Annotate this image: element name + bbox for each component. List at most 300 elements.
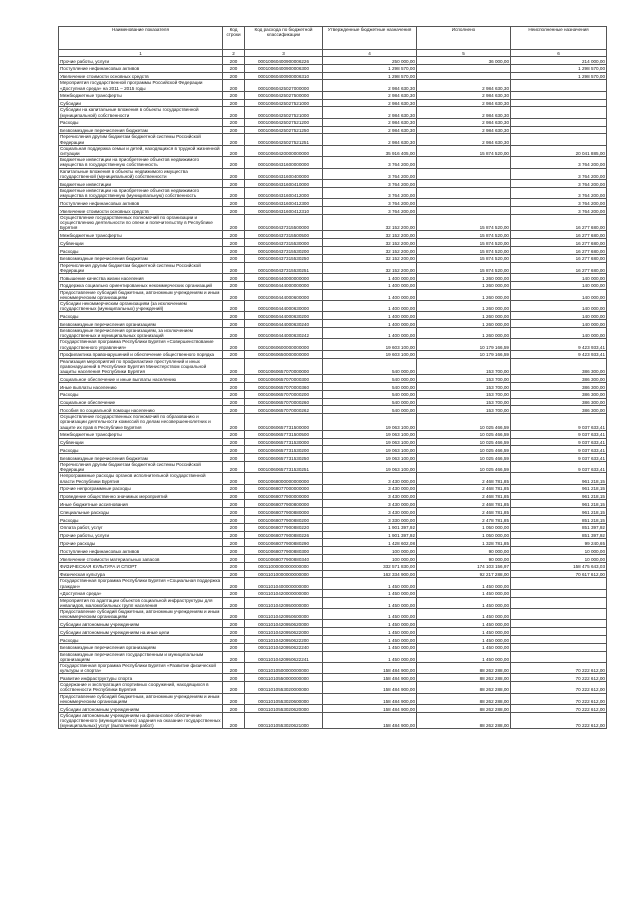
row-unexecuted: 961 218,15 — [511, 500, 607, 508]
row-line-code: 200 — [223, 597, 245, 608]
row-line-code: 200 — [223, 281, 245, 289]
row-executed: 1 260 000,00 — [417, 274, 511, 282]
row-unexecuted: 70 617 612,00 — [511, 570, 607, 578]
table-row — [59, 207, 607, 215]
table-row — [59, 134, 607, 145]
row-name: Безвозмездные перечисления организациям — [59, 320, 223, 328]
row-line-code: 200 — [223, 375, 245, 383]
row-name: Пособия по социальной помощи населению — [59, 406, 223, 414]
row-approved: 32 152 200,00 — [323, 254, 417, 262]
row-executed: 2 984 630,30 — [417, 118, 511, 126]
row-name: Безвозмездные перечисления бюджетам — [59, 454, 223, 462]
row-unexecuted — [511, 99, 607, 107]
row-approved: 3 764 200,00 — [323, 180, 417, 188]
table-row — [59, 339, 607, 350]
row-unexecuted — [511, 134, 607, 145]
row-unexecuted — [511, 651, 607, 662]
row-budget-code: 00010060425027521200 — [245, 118, 323, 126]
table-row — [59, 118, 607, 126]
row-approved: 19 063 100,00 — [323, 446, 417, 454]
table-row — [59, 406, 607, 414]
table-row — [59, 72, 607, 80]
row-budget-code: 00010060657070000300 — [245, 375, 323, 383]
row-executed: 10 025 466,59 — [417, 454, 511, 462]
row-budget-code: 00010060400900006226 — [245, 57, 323, 65]
row-unexecuted: 16 277 680,00 — [511, 247, 607, 255]
row-approved: 540 000,00 — [323, 398, 417, 406]
row-line-code: 200 — [223, 636, 245, 644]
row-name: Прочие работы, услуги — [59, 57, 223, 65]
row-unexecuted: 70 222 612,00 — [511, 682, 607, 693]
table-row — [59, 414, 607, 431]
row-line-code: 200 — [223, 358, 245, 375]
row-unexecuted — [511, 107, 607, 118]
row-unexecuted: 20 041 885,00 — [511, 145, 607, 156]
row-executed — [417, 187, 511, 198]
row-line-code: 200 — [223, 398, 245, 406]
row-unexecuted — [511, 589, 607, 597]
row-budget-code: 00010060657070000260 — [245, 398, 323, 406]
row-approved: 32 152 200,00 — [323, 239, 417, 247]
row-budget-code: 00010060657070000000 — [245, 358, 323, 375]
row-name: Капитальные вложения в объекты недвижимого имущества государственной (муниципальной) собственности — [59, 168, 223, 179]
table-row — [59, 168, 607, 179]
row-line-code: 200 — [223, 207, 245, 215]
row-name: Межбюджетные трансферты — [59, 430, 223, 438]
row-budget-code: 00010060400900006300 — [245, 64, 323, 72]
row-approved: 100 000,00 — [323, 555, 417, 563]
row-executed: 1 450 000,00 — [417, 620, 511, 628]
row-name: Расходы — [59, 390, 223, 398]
row-budget-code: 00010068077900880300 — [245, 547, 323, 555]
row-budget-code: 00011010553020000000 — [245, 682, 323, 693]
row-unexecuted: 16 277 680,00 — [511, 254, 607, 262]
row-unexecuted: 386 300,00 — [511, 406, 607, 414]
row-unexecuted: 851 218,15 — [511, 516, 607, 524]
row-unexecuted — [511, 91, 607, 99]
table-row — [59, 693, 607, 704]
row-approved: 2 984 630,30 — [323, 126, 417, 134]
row-name: Расходы — [59, 312, 223, 320]
row-approved: 3 430 000,00 — [323, 473, 417, 484]
row-line-code: 200 — [223, 99, 245, 107]
row-name: Субсидии автономным учреждениям на иные цели — [59, 628, 223, 636]
row-executed: 1 450 000,00 — [417, 578, 511, 589]
row-unexecuted: 16 277 680,00 — [511, 239, 607, 247]
row-approved: 1 400 000,00 — [323, 274, 417, 282]
row-approved: 19 063 100,00 — [323, 454, 417, 462]
row-budget-code: 00010060425027521251 — [245, 134, 323, 145]
row-budget-code: 00010060657070000262 — [245, 406, 323, 414]
row-approved: 540 000,00 — [323, 383, 417, 391]
row-name: Профилактика правонарушений и обеспечение общественного порядка — [59, 350, 223, 358]
row-approved: 2 984 630,30 — [323, 118, 417, 126]
row-budget-code: 00010060600000000000 — [245, 339, 323, 350]
header-executed: Исполнено — [417, 27, 511, 50]
budget-table — [58, 26, 607, 729]
table-row — [59, 390, 607, 398]
row-unexecuted: 99 240,65 — [511, 539, 607, 547]
row-name: Перечисления другим бюджетам бюджетной системы Российской Федерации — [59, 262, 223, 273]
table-row — [59, 539, 607, 547]
table-row — [59, 187, 607, 198]
row-unexecuted: 140 000,00 — [511, 320, 607, 328]
row-approved: 1 450 000,00 — [323, 636, 417, 644]
row-executed: 15 874 520,00 — [417, 254, 511, 262]
row-budget-code: 00010060400900006310 — [245, 72, 323, 80]
row-line-code: 200 — [223, 157, 245, 168]
row-executed: 2 984 630,30 — [417, 99, 511, 107]
row-approved: 158 484 900,00 — [323, 663, 417, 674]
table-row — [59, 570, 607, 578]
row-approved: 32 152 200,00 — [323, 262, 417, 273]
row-executed: 153 700,00 — [417, 358, 511, 375]
row-unexecuted: 386 300,00 — [511, 383, 607, 391]
row-executed: 88 262 288,00 — [417, 705, 511, 713]
row-approved: 1 450 000,00 — [323, 597, 417, 608]
col-number: 5 — [417, 50, 511, 57]
row-budget-code: 00010060657070000360 — [245, 383, 323, 391]
row-unexecuted: 851 397,92 — [511, 523, 607, 531]
row-name: Прочие работы, услуги — [59, 531, 223, 539]
table-row — [59, 454, 607, 462]
table-row — [59, 312, 607, 320]
table-row — [59, 281, 607, 289]
row-name: Предоставление субсидий бюджетным, автономным учреждениям и иным некоммерческим организациям — [59, 693, 223, 704]
row-executed: 10 179 166,59 — [417, 350, 511, 358]
row-budget-code: 00011010420950620000 — [245, 620, 323, 628]
row-line-code: 200 — [223, 118, 245, 126]
row-budget-code: 00011010420950622000 — [245, 628, 323, 636]
row-line-code: 200 — [223, 620, 245, 628]
row-budget-code: 00010068077900880226 — [245, 531, 323, 539]
row-executed: 92 217 288,00 — [417, 570, 511, 578]
row-unexecuted: 214 000,00 — [511, 57, 607, 65]
row-executed: 1 260 000,00 — [417, 289, 511, 300]
table-row — [59, 712, 607, 729]
row-budget-code: 00010060657731500500 — [245, 430, 323, 438]
row-executed: 15 874 520,00 — [417, 145, 511, 156]
table-row — [59, 262, 607, 273]
row-line-code: 200 — [223, 712, 245, 729]
row-name: Безвозмездные перечисления государственным и муниципальным организациям — [59, 651, 223, 662]
table-row — [59, 350, 607, 358]
row-budget-code: 00011010500000000000 — [245, 663, 323, 674]
row-name: Поддержка социально ориентированных некоммерческих организаций — [59, 281, 223, 289]
row-unexecuted: 70 222 612,00 — [511, 712, 607, 729]
row-unexecuted: 961 218,15 — [511, 473, 607, 484]
row-approved: 19 603 100,00 — [323, 350, 417, 358]
row-line-code: 200 — [223, 214, 245, 231]
row-approved: 32 152 200,00 — [323, 247, 417, 255]
table-row — [59, 674, 607, 682]
row-unexecuted — [511, 80, 607, 91]
table-row — [59, 180, 607, 188]
row-name: Государственная программа Республики Бурятия «Совершенствование государственного управления» — [59, 339, 223, 350]
row-budget-code: 00010060425027500000 — [245, 91, 323, 99]
row-unexecuted: 961 218,15 — [511, 484, 607, 492]
row-budget-code: 00010060431600412000 — [245, 187, 323, 198]
row-approved: 3 764 200,00 — [323, 168, 417, 179]
row-budget-code: 00011010550000000000 — [245, 674, 323, 682]
row-unexecuted: 10 000,00 — [511, 555, 607, 563]
table-row — [59, 643, 607, 651]
row-approved: 35 916 405,00 — [323, 145, 417, 156]
row-name: Государственная программа Республики Бурятия «Социальная поддержка граждан» — [59, 578, 223, 589]
row-budget-code: 00010068077900000000 — [245, 492, 323, 500]
row-line-code: 200 — [223, 350, 245, 358]
row-approved: 1 298 570,00 — [323, 72, 417, 80]
row-name: Расходы — [59, 636, 223, 644]
row-line-code: 200 — [223, 570, 245, 578]
table-row — [59, 636, 607, 644]
table-row — [59, 254, 607, 262]
row-unexecuted: 140 000,00 — [511, 312, 607, 320]
row-name: Мероприятия по адаптации объектов социальной инфраструктуры для инвалидов, маломобильных групп населения — [59, 597, 223, 608]
col-number: 3 — [245, 50, 323, 57]
row-budget-code: 00010060431600410000 — [245, 180, 323, 188]
row-line-code: 200 — [223, 531, 245, 539]
row-executed: 15 874 520,00 — [417, 247, 511, 255]
row-name: Иные бюджетные ассигнования — [59, 500, 223, 508]
row-unexecuted: 140 000,00 — [511, 281, 607, 289]
row-budget-code: 00010060420000000000 — [245, 145, 323, 156]
row-line-code: 200 — [223, 126, 245, 134]
row-line-code: 200 — [223, 508, 245, 516]
row-executed: 2 984 630,30 — [417, 107, 511, 118]
row-unexecuted: 961 218,15 — [511, 492, 607, 500]
row-budget-code: 00010060657731530000 — [245, 438, 323, 446]
row-line-code: 200 — [223, 523, 245, 531]
row-name: Субсидии автономным учреждениям на финансовое обеспечение государственного (муниципального) задания на оказание государственных (муниципальных) услуг (выполнение работ) — [60, 712, 221, 729]
row-line-code: 200 — [223, 562, 245, 570]
row-name: Повышение качества жизни населения — [59, 274, 223, 282]
row-budget-code: 00010060425027000000 — [245, 80, 323, 91]
table-row — [59, 199, 607, 207]
row-budget-code: 00011010420950622200 — [245, 636, 323, 644]
row-name: Непрограммные расходы органов исполнительной государственной власти Республики Бурятия — [59, 473, 223, 484]
row-executed: 10 025 466,59 — [417, 430, 511, 438]
row-line-code: 200 — [223, 91, 245, 99]
table-row — [59, 214, 607, 231]
row-unexecuted: 851 397,92 — [511, 531, 607, 539]
header-approved: Утвержденные бюджетные назначения — [323, 27, 417, 50]
row-unexecuted: 140 000,00 — [511, 328, 607, 339]
row-unexecuted — [511, 597, 607, 608]
row-executed: 10 025 466,59 — [417, 446, 511, 454]
row-executed: 2 478 781,85 — [417, 516, 511, 524]
row-approved: 1 400 000,00 — [323, 328, 417, 339]
row-name: Перечисления другим бюджетам бюджетной системы Российской Федерации — [59, 134, 223, 145]
row-approved: 1 450 000,00 — [323, 620, 417, 628]
row-line-code: 200 — [223, 589, 245, 597]
row-budget-code: 00010068077900880340 — [245, 555, 323, 563]
table-row — [59, 80, 607, 91]
row-approved: 1 400 000,00 — [323, 301, 417, 312]
row-line-code: 200 — [223, 693, 245, 704]
row-approved: 1 450 000,00 — [323, 643, 417, 651]
row-line-code: 200 — [223, 462, 245, 473]
row-approved: 3 430 000,00 — [323, 484, 417, 492]
row-line-code: 200 — [223, 438, 245, 446]
row-approved: 2 984 630,30 — [323, 99, 417, 107]
table-row — [59, 663, 607, 674]
row-line-code: 200 — [223, 555, 245, 563]
row-name: Перечисления другим бюджетам бюджетной системы Российской Федерации — [59, 462, 223, 473]
row-name: Субсидии на капитальные вложения в объекты государственной (муниципальной) собственности — [59, 107, 223, 118]
row-approved: 2 984 630,30 — [323, 107, 417, 118]
row-approved: 2 984 630,30 — [323, 91, 417, 99]
row-line-code: 200 — [223, 289, 245, 300]
row-budget-code: 00011010000000000000 — [245, 570, 323, 578]
row-name: Иные выплаты населению — [59, 383, 223, 391]
row-line-code: 200 — [223, 187, 245, 198]
row-line-code: 200 — [223, 609, 245, 620]
header-code: Код строки — [223, 27, 245, 50]
table-row — [59, 473, 607, 484]
table-body — [59, 57, 607, 729]
row-executed: 153 700,00 — [417, 375, 511, 383]
row-approved: 19 603 100,00 — [323, 339, 417, 350]
table-row — [59, 231, 607, 239]
row-approved: 1 901 397,92 — [323, 523, 417, 531]
row-approved: 19 063 100,00 — [323, 438, 417, 446]
row-line-code: 200 — [223, 516, 245, 524]
row-unexecuted: 3 764 200,00 — [511, 168, 607, 179]
row-name: Поступление нефинансовых активов — [59, 547, 223, 555]
row-name: Осуществление государственных полномочий по организации и осуществлению деятельности по опеке и попечительству в Республике Бурятия — [59, 214, 223, 231]
row-executed — [417, 168, 511, 179]
row-line-code: 200 — [223, 254, 245, 262]
row-budget-code: 00010060431600412300 — [245, 199, 323, 207]
row-name: Социальная поддержка семьи и детей, находящихся в трудной жизненной ситуации — [59, 145, 223, 156]
row-budget-code: 00011010420950000000 — [245, 597, 323, 608]
table-row — [59, 705, 607, 713]
row-budget-code: 00010060444000600000 — [245, 289, 323, 300]
row-name: Субсидии — [59, 99, 223, 107]
row-unexecuted: 9 037 633,41 — [511, 454, 607, 462]
row-approved: 19 063 100,00 — [323, 462, 417, 473]
row-name: Расходы — [59, 247, 223, 255]
row-executed: 90 000,00 — [417, 555, 511, 563]
row-executed: 1 450 000,00 — [417, 597, 511, 608]
row-budget-code: 00010060440000000000 — [245, 274, 323, 282]
row-approved: 1 450 000,00 — [323, 628, 417, 636]
row-approved: 3 764 200,00 — [323, 157, 417, 168]
row-budget-code: 00010060437315530200 — [245, 247, 323, 255]
table-row — [59, 446, 607, 454]
row-name: Социальное обеспечение и иные выплаты населению — [59, 375, 223, 383]
table-row — [59, 107, 607, 118]
table-row — [59, 64, 607, 72]
row-approved: 3 764 200,00 — [323, 187, 417, 198]
row-approved: 332 571 830,00 — [323, 562, 417, 570]
row-unexecuted — [511, 578, 607, 589]
row-executed: 1 260 000,00 — [417, 301, 511, 312]
row-budget-code: 00010060437315530251 — [245, 262, 323, 273]
row-name: Физическая культура — [59, 570, 223, 578]
row-name: Безвозмездные перечисления бюджетам — [59, 254, 223, 262]
row-line-code: 200 — [223, 107, 245, 118]
row-name: Бюджетные инвестиции на приобретение объектов недвижимого имущества в государственную собственность — [59, 157, 223, 168]
row-approved: 1 400 000,00 — [323, 289, 417, 300]
table-row — [59, 145, 607, 156]
row-line-code: 200 — [223, 383, 245, 391]
row-name: Прочие непрограммные расходы — [59, 484, 223, 492]
table-row — [59, 562, 607, 570]
row-executed: 1 050 000,00 — [417, 523, 511, 531]
table-row — [59, 523, 607, 531]
row-unexecuted: 9 423 933,41 — [511, 339, 607, 350]
row-executed: 1 260 000,00 — [417, 328, 511, 339]
col-number: 1 — [59, 50, 223, 57]
row-executed: 1 328 781,85 — [417, 539, 511, 547]
row-approved: 100 000,00 — [323, 547, 417, 555]
row-budget-code: 00010068000000000000 — [245, 473, 323, 484]
row-approved: 1 450 000,00 — [323, 651, 417, 662]
row-budget-code: 00011010420950600000 — [245, 609, 323, 620]
row-budget-code: 00010060444000630242 — [245, 328, 323, 339]
row-line-code: 200 — [223, 64, 245, 72]
row-approved: 3 430 000,00 — [323, 492, 417, 500]
table-row — [59, 126, 607, 134]
row-name: Субвенции — [59, 239, 223, 247]
row-line-code: 200 — [223, 643, 245, 651]
row-unexecuted: 16 277 680,00 — [511, 214, 607, 231]
row-executed: 88 262 288,00 — [417, 663, 511, 674]
row-executed: 88 262 288,00 — [417, 693, 511, 704]
row-executed: 2 468 781,85 — [417, 484, 511, 492]
row-executed: 36 000,00 — [417, 57, 511, 65]
row-executed: 153 700,00 — [417, 383, 511, 391]
row-name: Государственная программа Республики Бурятия «Развитие физической культуры и спорта» — [59, 663, 223, 674]
row-approved: 158 484 900,00 — [323, 705, 417, 713]
table-row — [59, 547, 607, 555]
row-approved: 158 484 900,00 — [323, 712, 417, 729]
row-executed: 1 450 000,00 — [417, 636, 511, 644]
row-executed: 10 025 466,59 — [417, 414, 511, 431]
row-approved: 32 152 200,00 — [323, 231, 417, 239]
row-line-code: 200 — [223, 180, 245, 188]
row-budget-code: 00011010420000000000 — [245, 589, 323, 597]
row-line-code: 200 — [223, 134, 245, 145]
row-name: Прочие расходы — [59, 539, 223, 547]
row-line-code: 200 — [223, 492, 245, 500]
row-line-code: 200 — [223, 430, 245, 438]
row-unexecuted: 9 037 633,41 — [511, 414, 607, 431]
row-line-code: 200 — [223, 80, 245, 91]
row-executed: 174 103 156,97 — [417, 562, 511, 570]
table-row — [59, 289, 607, 300]
row-budget-code: 00010068077000000000 — [245, 484, 323, 492]
row-approved: 3 330 000,00 — [323, 516, 417, 524]
row-executed: 2 468 781,85 — [417, 500, 511, 508]
table-row — [59, 247, 607, 255]
row-line-code: 200 — [223, 320, 245, 328]
table-row — [59, 555, 607, 563]
row-executed — [417, 207, 511, 215]
row-unexecuted: 386 300,00 — [511, 358, 607, 375]
table-row — [59, 430, 607, 438]
row-executed: 15 874 520,00 — [417, 239, 511, 247]
row-unexecuted — [511, 628, 607, 636]
row-name: Бюджетные инвестиции — [59, 180, 223, 188]
report-page — [58, 26, 606, 729]
row-unexecuted: 3 764 200,00 — [511, 180, 607, 188]
table-row — [59, 462, 607, 473]
row-executed: 90 000,00 — [417, 547, 511, 555]
row-name: Расходы — [59, 516, 223, 524]
